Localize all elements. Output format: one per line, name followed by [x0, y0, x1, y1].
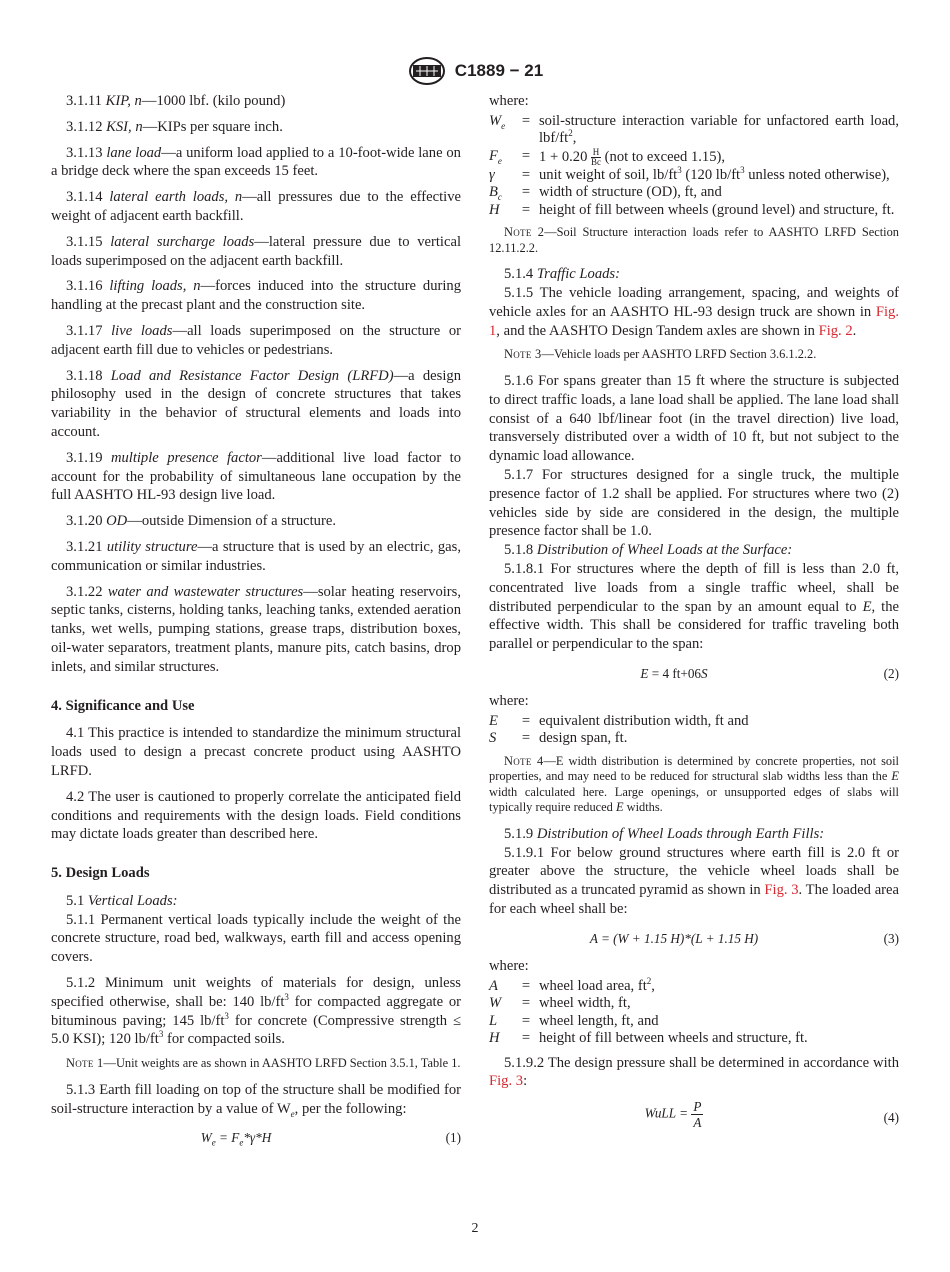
definition-3-1-17: 3.1.17 live loads—all loads superimposed on the structure or adjacent earth fill due to vehicles or pedestrians. — [51, 322, 461, 358]
figure-1-link[interactable]: Fig. 1 — [489, 303, 899, 339]
paragraph-5-1-1: 5.1.1 Permanent vertical loads typically include the weight of the concrete structure, road bed, walkways, earth fill and access opening covers. — [51, 911, 461, 966]
definition-3-1-11: 3.1.11 KIP, n—1000 lbf. (kilo pound) — [66, 93, 286, 109]
equation-3: A = (W + 1.15 H)*(L + 1.15 H) (3) — [489, 925, 899, 951]
definition-3-1-12: 3.1.12 KSI, n—KIPs per square inch. — [66, 118, 283, 135]
equation-1: $W_e = F_e*\gamma*H$ (1) — [200, 1130, 461, 1148]
where-label: where: — [489, 957, 529, 974]
note-1: Note 1—Unit weights are as shown in AASHTO LRFD Section 3.5.1, Table 1. — [66, 1056, 461, 1071]
variable-definitions-eq2 — [489, 713, 899, 748]
paragraph-5-1-9-2: 5.1.9.2 The design pressure shall be determined in accordance with Fig. 3: — [489, 1054, 899, 1090]
figure-2-link[interactable]: Fig. 2 — [818, 322, 853, 339]
paragraph-4-2: 4.2 The user is cautioned to properly correlate the anticipated field conditions and requirements with the design loads. Field conditions may dictate loads greater than described here. — [51, 788, 461, 843]
note-4: Note 4—E width distribution is determined by concrete properties, not soil properties, and may need to be reduced for structural slab widths less than the E width calculated here. Large openings, or unsupported edges of slabs will typically require reduced E widths. — [489, 753, 899, 815]
note-3: Note 3—Vehicle loads per AASHTO LRFD Section 3.6.1.2.2. — [504, 347, 817, 362]
variable-row: L = wheel length, ft, and — [489, 1012, 659, 1029]
paragraph-5-1-4: 5.1.4 Traffic Loads: — [504, 266, 620, 283]
page-header — [0, 56, 950, 86]
definition-3-1-14: 3.1.14 lateral earth loads, n—all pressures due to the effective weight of adjacent earth backfill. — [51, 189, 461, 224]
variable-row: H = height of fill between wheels and structure, ft. — [489, 1030, 808, 1047]
variable-row: H = height of fill between wheels (ground level) and structure, ft. — [489, 201, 895, 218]
variable-row: γ = unit weight of soil, $lb/ft^3$ (120 $lb/ft^3$ unless noted otherwise), — [489, 164, 890, 183]
paragraph-5-1-6: 5.1.6 For spans greater than 15 ft where the structure is subjected to direct traffic loads, a lane load shall be applied. The lane load shall consist of a 640 lbf/linear foot (in the travel direction) live load, transversely distributed over a width of 10 ft, but not subject to the dynamic load allowance. — [489, 372, 899, 465]
definition-3-1-19: 3.1.19 multiple presence factor—additional live load factor to account for the probability of simultaneous lane occupation by the full AASHTO HL-93 design live load. — [51, 449, 461, 504]
definition-3-1-20: 3.1.20 OD—outside Dimension of a structure. — [66, 513, 336, 530]
definition-3-1-15: 3.1.15 lateral surcharge loads—lateral pressure due to vertical loads superimposed on the adjacent earth backfill. — [51, 233, 461, 269]
paragraph-5-1-7: 5.1.7 For structures designed for a single truck, the multiple presence factor of 1.2 shall be applied. For structures where two (2) vehicles side by side are considered in the design, the multiple presence factor shall be 1.0. — [489, 466, 899, 540]
paragraph-4-1: 4.1 This practice is intended to standardize the minimum structural loads used to design a precast concrete product using AASHTO LRFD. — [51, 725, 461, 779]
equation-number: (2) — [883, 665, 899, 681]
variable-row: $F_e$ = 1 + 0.20 $\frac{H}{Bc} (not$ to exceed 1.15), — [489, 146, 726, 167]
section-5-heading: 5. Design Loads — [51, 865, 150, 882]
where-label: where: — [489, 93, 529, 109]
paragraph-5-1-9: 5.1.9 Distribution of Wheel Loads through Earth Fills: — [504, 825, 825, 842]
figure-3-link[interactable]: Fig. 3 — [764, 882, 799, 899]
paragraph-5-1-3: 5.1.3 Earth fill loading on top of the structure shall be modified for soil-structure interaction by a value of $W_e$, per the following: — [51, 1081, 461, 1119]
equation-number: (4) — [883, 1110, 899, 1126]
page-number: 2 — [471, 1221, 479, 1236]
definition-3-1-13: 3.1.13 lane load—a uniform load applied to a 10-foot-wide lane on a bridge deck where the span exceeds 15 feet. — [51, 144, 461, 180]
variable-row: A = wheel load area, $ft^2$, — [489, 975, 655, 994]
paragraph-5-1-2: 5.1.2 Minimum unit weights of materials for design, unless specified otherwise, shall be: 140 $lb/ft^3$ for compacted aggregate or bituminous paving; 145 $lb/ft^3$ for concrete (Compressive strength ≤ 5.0 KSI); 120 $lb/ft^3$ for compacted soils. — [51, 975, 461, 1048]
section-4-heading: 4. Significance and Use — [51, 697, 195, 714]
left-column — [51, 92, 461, 1156]
variable-row: $B_c$ = width of structure (OD), ft, and — [489, 184, 722, 203]
paragraph-5-1-8-1: 5.1.8.1 For structures where the depth of fill is less than 2.0 ft, concentrated live loads from a single traffic wheel, shall be distributed perpendicular to the span by an amount equal to E, the effective width. This shall be considered for traffic traveling both parallel or perpendicular to the span: — [489, 560, 899, 653]
figure-3-link[interactable]: Fig. 3 — [489, 1073, 524, 1090]
variable-row: S = design span, ft. — [489, 730, 628, 747]
variable-row: W = wheel width, ft, — [489, 995, 631, 1012]
astm-logo-icon — [407, 56, 447, 86]
right-column — [489, 92, 899, 1143]
definition-3-1-21: 3.1.21 utility structure—a structure that is used by an electric, gas, communication or similar industries. — [51, 538, 461, 574]
equation-2: E = 4 ft+06S (2) — [489, 660, 899, 686]
variable-row: E = equivalent distribution width, ft and — [489, 712, 749, 729]
where-label: where: — [489, 692, 529, 709]
equation-4: WuLL = $\frac{P}{A}$ (4) — [644, 1099, 899, 1131]
document-designation: C1889 − 21 — [454, 61, 544, 80]
variable-definitions-eq1 — [489, 113, 899, 220]
equation-number: (3) — [883, 930, 899, 946]
variable-row: $W_e$ = soil-structure interaction variable for unfactored earth load, lbf/$ft^2$, — [489, 112, 899, 147]
definition-3-1-16: 3.1.16 lifting loads, n—forces induced into the structure during handling at the precast plant and the construction site. — [51, 278, 461, 314]
definition-3-1-22: 3.1.22 water and wastewater structures—solar heating reservoirs, septic tanks, cisterns, holding tanks, leaching tanks, extended aeration tanks, wet wells, pumping stations, grease traps, distribution boxes, oil-water separators, treatment plants, manure pits, catch basins, drop inlets, and similar structures. — [51, 583, 461, 675]
definition-3-1-18: 3.1.18 Load and Resistance Factor Design (LRFD)—a design philosophy used in the design of concrete structures that takes variability in the behavior of structural elements and loads into account. — [51, 367, 461, 440]
paragraph-5-1-9-1: 5.1.9.1 For below ground structures where earth fill is 2.0 ft or greater above the structure, the vehicle wheel loads shall be distributed as a truncated pyramid as shown in Fig. 3. The loaded area for each wheel shall be: — [489, 844, 899, 917]
note-2: Note 2—Soil Structure interaction loads refer to AASHTO LRFD Section 12.11.2.2. — [489, 225, 899, 255]
paragraph-5-1-5: 5.1.5 The vehicle loading arrangement, spacing, and weights of vehicle axles for an AASHTO HL-93 design truck are shown in Fig. 1, and the AASHTO Design Tandem axles are shown in Fig. 2. — [489, 285, 899, 339]
paragraph-5-1-8: 5.1.8 Distribution of Wheel Loads at the Surface: — [504, 542, 793, 559]
equation-number: (1) — [445, 1130, 461, 1146]
paragraph-5-1: 5.1 Vertical Loads: — [66, 892, 178, 909]
variable-definitions-eq3 — [489, 975, 899, 1048]
